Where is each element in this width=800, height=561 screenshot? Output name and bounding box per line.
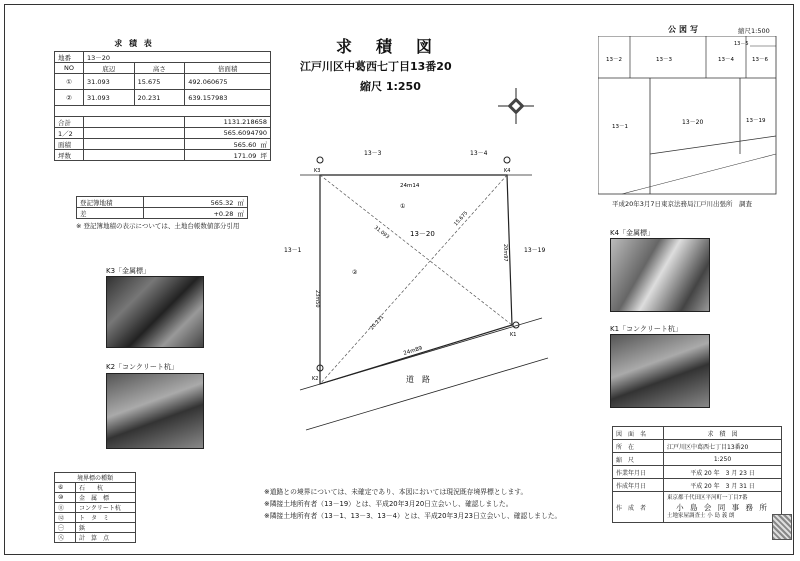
- tb-value-4: 平成 20 年 3 月 23 日: [664, 466, 782, 479]
- photo-k2-caption: K2「コンクリート杭」: [106, 363, 178, 371]
- tb-value-5: 平成 20 年 3 月 31 日: [664, 479, 782, 492]
- cad-lot-6: 13－1: [612, 124, 628, 130]
- title-block: [612, 426, 782, 523]
- half-label: 1／2: [55, 128, 84, 139]
- tb-label-4: 作業年月日: [613, 466, 664, 479]
- k3-marker: [317, 157, 323, 163]
- area-table: [54, 51, 271, 161]
- tsubo-label: 坪数: [55, 150, 84, 161]
- cad-lot-4: 13－5: [734, 41, 749, 47]
- dim-right: 20m97: [502, 244, 508, 262]
- cadastral-source: 平成20年3月7日東京法務局江戸川出張所 調査: [612, 200, 753, 208]
- area-unit: ㎡: [260, 140, 267, 149]
- row1-height: 15.675: [134, 74, 185, 90]
- legend-table: [54, 472, 136, 543]
- col-header-double-area: 倍面積: [185, 63, 271, 74]
- sum-label: 合計: [55, 117, 84, 128]
- legend-sym-3: ⑪: [55, 503, 76, 513]
- registry-block: [76, 196, 248, 230]
- row2-height: 20.231: [134, 90, 185, 106]
- road-edge-2: [306, 358, 548, 430]
- cad-lot-5: 13－6: [752, 57, 768, 63]
- lot-north-right: 13－4: [470, 150, 488, 157]
- notes-block: [264, 486, 561, 522]
- tb-author-label: 作 成 者: [613, 492, 664, 523]
- area-label: 面積: [55, 139, 84, 150]
- marker-2: ②: [352, 269, 358, 276]
- legend-label-2: 金 属 標: [76, 493, 136, 503]
- tb-label-2: 所 在: [613, 440, 664, 453]
- dim-diag-2: 15.675: [453, 210, 470, 228]
- tb-value-2: 江戸川区中葛西七丁目13番20: [664, 440, 782, 453]
- row2-no: ②: [55, 90, 84, 106]
- diff-value: +0.28: [213, 209, 234, 218]
- area-value: 565.60: [233, 140, 257, 149]
- note-2: ※隣接土地所有者（13－19）とは、平成20年3月20日立会いし、確認しました。: [264, 500, 513, 508]
- cadastral-map: [598, 36, 778, 196]
- tb-label-3: 縮 尺: [613, 453, 664, 466]
- title-block-table: [612, 426, 782, 523]
- point-k4: K4: [504, 168, 511, 174]
- lot-west: 13－1: [284, 247, 302, 254]
- cad-lot-8: 13－19: [746, 118, 766, 124]
- registry-value: 565.32: [210, 198, 234, 207]
- cadastral-scale: 縮尺1:500: [738, 27, 770, 35]
- legend-label-4: ト タ ミ: [76, 513, 136, 523]
- tb-label-1: 図 面 名: [613, 427, 664, 440]
- note-1: ※道路との境界については、未確定であり、本図においては現況既存境界標とします。: [264, 488, 528, 496]
- legend-title: 境界標の種類: [55, 473, 136, 483]
- cad-lot-1: 13－2: [606, 57, 622, 63]
- dim-bottom: 24m89: [402, 345, 424, 357]
- lot-center: 13－20: [410, 230, 435, 238]
- sum-value: 1131.218658: [185, 117, 271, 128]
- col-header-height: 高さ: [134, 63, 185, 74]
- photo-k4: [610, 238, 710, 312]
- dim-top: 24m14: [400, 183, 420, 189]
- legend-label-6: 計 算 点: [76, 533, 136, 543]
- point-k3: K3: [314, 168, 321, 174]
- point-k1: K1: [510, 332, 517, 338]
- registry-note: ※ 登記簿地積の表示については、土地台帳数値部分引用: [76, 222, 240, 230]
- photo-k4-caption: K4「金属標」: [610, 229, 655, 237]
- row1-no: ①: [55, 74, 84, 90]
- north-arrow-icon: [496, 86, 536, 126]
- tb-surveyor: 土地家屋調査士 小 島 義 朗: [667, 512, 735, 519]
- legend-label-1: 石 杭: [76, 483, 136, 493]
- row1-base: 31.093: [84, 74, 135, 90]
- tb-label-5: 作成年月日: [613, 479, 664, 492]
- road-label: 道 路: [406, 375, 430, 384]
- legend-label-3: コンクリート杭: [76, 503, 136, 513]
- lot-label: 地番: [55, 52, 84, 63]
- diff-label: 差: [77, 208, 144, 219]
- address-line: 江戸川区中葛西七丁目13番20: [300, 60, 452, 73]
- area-table-title: 求 積 表: [114, 39, 154, 48]
- lot-east: 13－19: [524, 247, 546, 254]
- page-title: 求 積 図: [336, 37, 437, 56]
- registry-table: [76, 196, 248, 219]
- legend-sym-4: ⑫: [55, 513, 76, 523]
- point-k2: K2: [312, 376, 319, 382]
- lot-value: 13－20: [84, 52, 271, 63]
- dim-left: 23m50: [314, 290, 320, 308]
- legend-sym-2: ⑩: [55, 493, 76, 503]
- lot-north-left: 13－3: [364, 150, 382, 157]
- cad-lot-7: 13－20: [682, 119, 704, 126]
- dim-diag-1: 31.093: [372, 224, 391, 241]
- half-value: 565.6094790: [185, 128, 271, 139]
- row2-double-area: 639.157983: [185, 90, 271, 106]
- tb-value-3: 1:250: [664, 453, 782, 466]
- diff-unit: ㎡: [237, 209, 244, 218]
- area-table-block: [54, 38, 271, 161]
- photo-k1-caption: K1「コンクリート杭」: [610, 325, 682, 333]
- tsubo-unit: 坪: [260, 151, 267, 160]
- survey-plan: [280, 140, 560, 450]
- photo-k3-caption: K3「金属標」: [106, 267, 151, 275]
- tb-author-address: 東京都千代田区平河町一丁目7番: [667, 494, 748, 501]
- k4-marker: [504, 157, 510, 163]
- registry-label: 登記簿地積: [77, 197, 144, 208]
- marker-1: ①: [400, 203, 406, 210]
- legend-block: [54, 472, 136, 543]
- photo-k1: [610, 334, 710, 408]
- col-header-base: 底辺: [84, 63, 135, 74]
- diagonal-1: [320, 175, 512, 325]
- legend-sym-6: ㊇: [55, 533, 76, 543]
- photo-k2: [106, 373, 204, 449]
- legend-sym-5: ㊀: [55, 523, 76, 533]
- cad-lot-2: 13－3: [656, 57, 672, 63]
- scale-line: 縮尺 1:250: [360, 80, 421, 93]
- tsubo-value: 171.09: [233, 151, 257, 160]
- photo-k3: [106, 276, 204, 348]
- cad-lot-3: 13－4: [718, 57, 734, 63]
- registry-unit: ㎡: [237, 198, 244, 207]
- legend-label-5: 鋲: [76, 523, 136, 533]
- note-3: ※隣接土地所有者（13－1、13－3、13－4）とは、平成20年3月23日立会いし、確認しました。: [264, 512, 562, 520]
- col-header-no: NO: [55, 63, 84, 74]
- official-seal: [772, 514, 792, 540]
- legend-sym-1: ⑥: [55, 483, 76, 493]
- row2-base: 31.093: [84, 90, 135, 106]
- cadastral-title: 公図写: [668, 25, 701, 34]
- row1-double-area: 492.060675: [185, 74, 271, 90]
- dim-diag-3: 20.231: [369, 314, 386, 332]
- tb-value-1: 求 積 図: [664, 427, 782, 440]
- tb-office: 小 島 会 同 事 務 所: [676, 502, 769, 512]
